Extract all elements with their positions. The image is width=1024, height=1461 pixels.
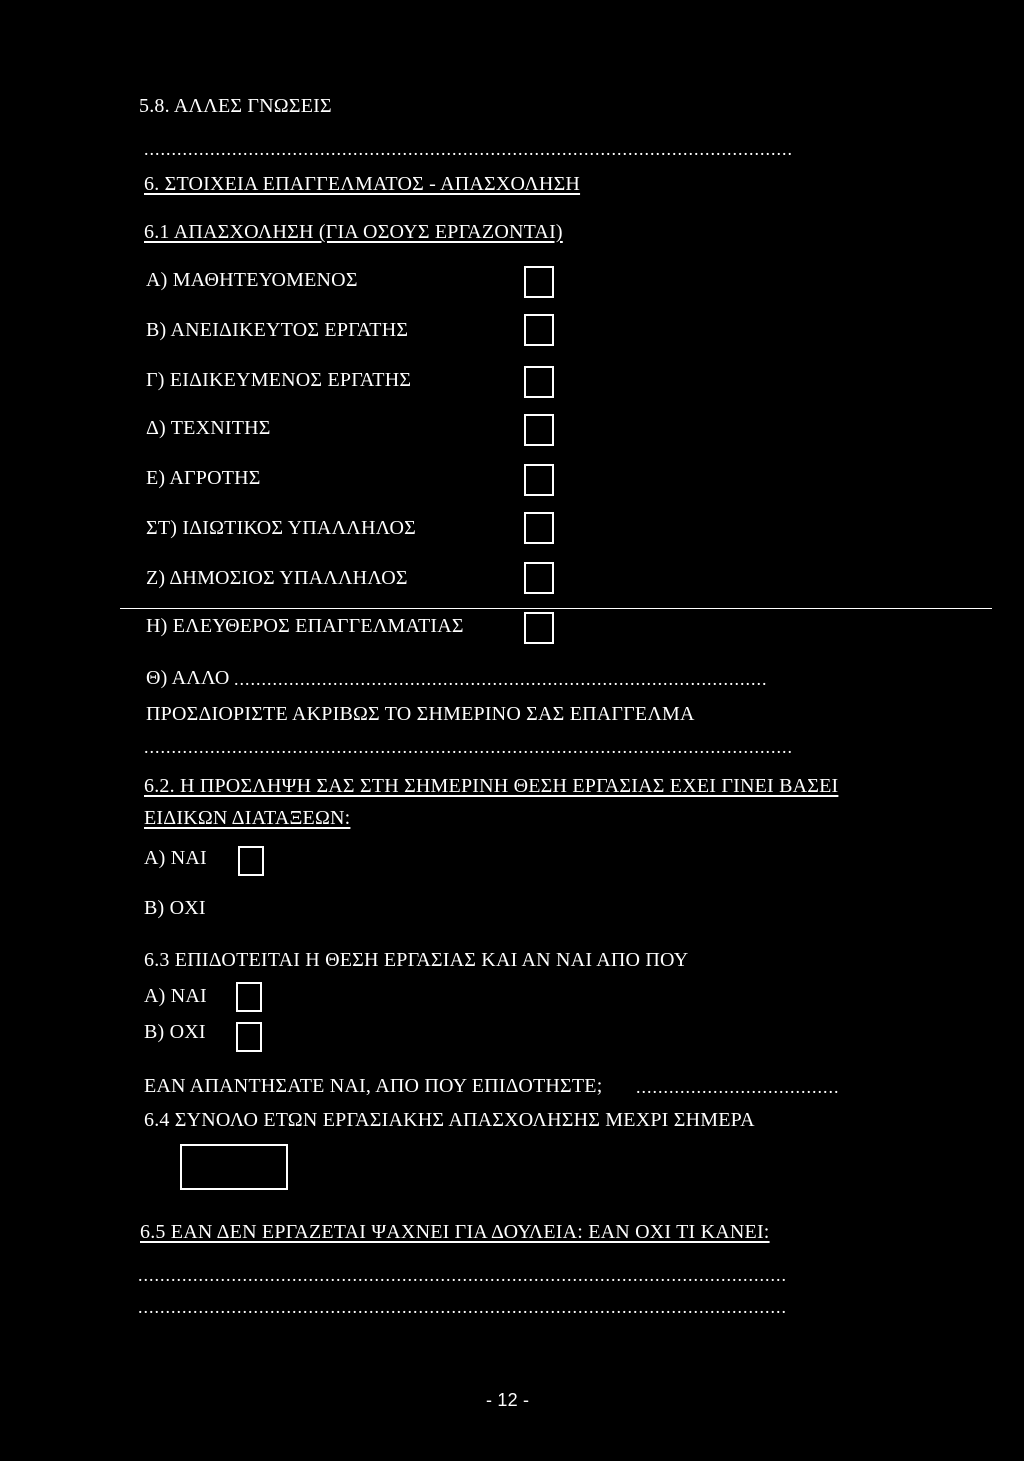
- q6-2-title-line1: 6.2. Η ΠΡΟΣΛΗΨΗ ΣΑΣ ΣΤΗ ΣΗΜΕΡΙΝΗ ΘΕΣΗ ΕΡΓΑΣΙΑΣ ΕΧΕΙ ΓΙΝΕΙ ΒΑΣΕΙ: [144, 775, 839, 797]
- q6-2-no-label: Β) ΟΧΙ: [144, 897, 206, 919]
- q6-5-fill-line-1[interactable]: ......................................................................................................................: [138, 1266, 787, 1284]
- option-a-apprentice: Α) ΜΑΘΗΤΕΥΟΜΕΝΟΣ: [146, 269, 358, 291]
- option-th-other: Θ) ΑΛΛΟ: [146, 667, 230, 689]
- q6-4-title: 6.4 ΣΥΝΟΛΟ ΕΤΩΝ ΕΡΓΑΣΙΑΚΗΣ ΑΠΑΣΧΟΛΗΣΗΣ ΜΕΧΡΙ ΣΗΜΕΡΑ: [144, 1109, 755, 1131]
- page-number: - 12 -: [486, 1390, 530, 1410]
- option-st-private-employee: ΣΤ) ΙΔΙΩΤΙΚΟΣ ΥΠΑΛΛΗΛΟΣ: [146, 517, 416, 539]
- q6-3-yes-checkbox[interactable]: [236, 982, 262, 1012]
- divider-line: [120, 608, 992, 609]
- q6-3-no-label: Β) ΟΧΙ: [144, 1021, 206, 1043]
- checkbox-craftsman[interactable]: [524, 414, 554, 446]
- section-6-title: 6. ΣΤΟΙΧΕΙΑ ΕΠΑΓΓΕΛΜΑΤΟΣ - ΑΠΑΣΧΟΛΗΣΗ: [144, 173, 581, 195]
- q6-2-yes-label: Α) ΝΑΙ: [144, 847, 207, 869]
- q6-2-title-line2: ΕΙΔΙΚΩΝ ΔΙΑΤΑΞΕΩΝ:: [144, 807, 351, 829]
- q6-2-yes-checkbox[interactable]: [238, 846, 264, 876]
- option-e-farmer: Ε) ΑΓΡΟΤΗΣ: [146, 467, 261, 489]
- years-of-employment-input[interactable]: [180, 1144, 288, 1190]
- specify-occupation-fill-line[interactable]: ......................................................................................................................: [144, 738, 793, 756]
- option-h-self-employed: Η) ΕΛΕΥΘΕΡΟΣ ΕΠΑΓΓΕΛΜΑΤΙΑΣ: [146, 615, 464, 637]
- q6-3-title: 6.3 ΕΠΙΔΟΤΕΙΤΑΙ Η ΘΕΣΗ ΕΡΓΑΣΙΑΣ ΚΑΙ ΑΝ ΝΑΙ ΑΠΟ ΠΟΥ: [144, 949, 689, 971]
- other-fill-line[interactable]: .................................................................................................: [234, 670, 768, 688]
- option-d-craftsman: Δ) ΤΕΧΝΙΤΗΣ: [146, 417, 271, 439]
- checkbox-self-employed[interactable]: [524, 612, 554, 644]
- specify-occupation-label: ΠΡΟΣΔΙΟΡΙΣΤΕ ΑΚΡΙΒΩΣ ΤΟ ΣΗΜΕΡΙΝΟ ΣΑΣ ΕΠΑΓΓΕΛΜΑ: [146, 703, 695, 725]
- checkbox-public-employee[interactable]: [524, 562, 554, 594]
- option-z-public-employee: Ζ) ΔΗΜΟΣΙΟΣ ΥΠΑΛΛΗΛΟΣ: [146, 567, 408, 589]
- q6-3-followup-fill-line[interactable]: .....................................: [636, 1078, 840, 1096]
- checkbox-apprentice[interactable]: [524, 266, 554, 298]
- checkbox-unskilled-worker[interactable]: [524, 314, 554, 346]
- section-5-8-fill-line[interactable]: ......................................................................................................................: [144, 140, 793, 158]
- q6-5-fill-line-2[interactable]: ......................................................................................................................: [138, 1298, 787, 1316]
- checkbox-private-employee[interactable]: [524, 512, 554, 544]
- q6-3-followup-label: ΕΑΝ ΑΠΑΝΤΗΣΑΤΕ ΝΑΙ, ΑΠΟ ΠΟΥ ΕΠΙΔΟΤΗΣΤΕ;: [144, 1075, 603, 1097]
- checkbox-farmer[interactable]: [524, 464, 554, 496]
- section-5-8-title: 5.8. ΑΛΛΕΣ ΓΝΩΣΕΙΣ: [139, 95, 332, 117]
- q6-5-title: 6.5 ΕΑΝ ΔΕΝ ΕΡΓΑΖΕΤΑΙ ΨΑΧΝΕΙ ΓΙΑ ΔΟΥΛΕΙΑ: ΕΑΝ ΟΧΙ ΤΙ ΚΑΝΕΙ:: [140, 1221, 770, 1243]
- q6-1-title: 6.1 ΑΠΑΣΧΟΛΗΣΗ (ΓΙΑ ΟΣΟΥΣ ΕΡΓΑΖΟΝΤΑΙ): [144, 221, 563, 243]
- option-c-skilled-worker: Γ) ΕΙΔΙΚΕΥΜΕΝΟΣ ΕΡΓΑΤΗΣ: [146, 369, 412, 391]
- q6-3-yes-label: Α) ΝΑΙ: [144, 985, 207, 1007]
- option-b-unskilled-worker: Β) ΑΝΕΙΔΙΚΕΥΤΟΣ ΕΡΓΑΤΗΣ: [146, 319, 409, 341]
- q6-3-no-checkbox[interactable]: [236, 1022, 262, 1052]
- checkbox-skilled-worker[interactable]: [524, 366, 554, 398]
